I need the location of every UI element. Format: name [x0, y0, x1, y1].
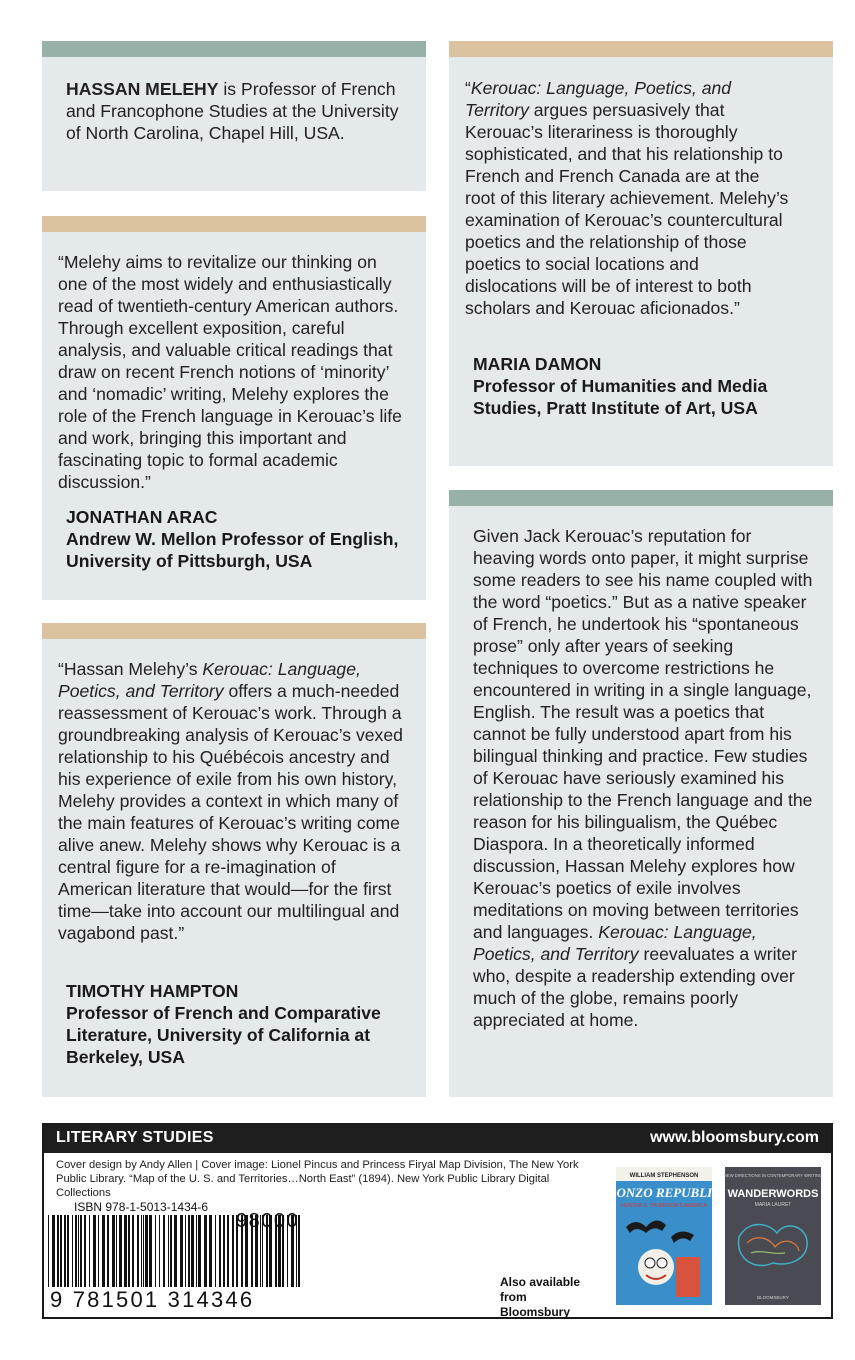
barcode-bar [80, 1215, 82, 1287]
barcode-bar [191, 1215, 194, 1287]
barcode-bar [196, 1215, 197, 1287]
barcode-bar [107, 1215, 109, 1287]
barcode-bar [112, 1215, 115, 1287]
description-end: reevaluates a writer who, despite a readership extending over much of the globe, remains poorly appreciated at home. [473, 944, 798, 1030]
barcode-number: 9 781501 314346 [50, 1287, 255, 1312]
barcode-bar [84, 1215, 86, 1287]
barcode-bar [48, 1215, 49, 1287]
reviewer-role: Professor of Humanities and Media Studies, Pratt Institute of Art, USA [473, 376, 768, 418]
barcode-bar [185, 1215, 186, 1287]
barcode-bar [232, 1215, 234, 1287]
teal-accent-bar [42, 41, 426, 57]
reviewer-name: JONATHAN ARAC [66, 507, 218, 527]
also-available-label: Also available from Bloomsbury [500, 1275, 581, 1319]
blurb-arac-panel [42, 216, 426, 600]
barcode-bar [149, 1215, 152, 1287]
book-title: Kerouac: Language, Poetics, and Territory [465, 78, 732, 120]
cover-credit: Cover design by Andy Allen | Cover image: Lionel Pincus and Princess Firyal Map Division, The New York Public Library. “Map of the U. S. and Territories…North East” (1894). New York Public Library Digital Collections [56, 1159, 579, 1199]
blurb-damon-text [465, 77, 791, 319]
tan-accent-bar [449, 41, 833, 57]
reviewer-name: TIMOTHY HAMPTON [66, 981, 239, 1001]
barcode-bar [170, 1215, 172, 1287]
book2-author: MARIA LAURET [754, 1202, 792, 1208]
book1-subtitle: HUNTER S. THOMPSON’S AMERICA [621, 1203, 707, 1209]
reviewer-role: Andrew W. Mellon Professor of English, University of Pittsburgh, USA [66, 529, 399, 571]
book-cover-gonzo-republic[interactable] [607, 1167, 721, 1305]
barcode-bar [64, 1215, 66, 1287]
barcode-bar [209, 1215, 212, 1287]
barcode-bar [119, 1215, 122, 1287]
barcode-bar [89, 1215, 90, 1287]
blurb-hampton-text [58, 658, 410, 944]
barcode-bar [143, 1215, 144, 1287]
author-bio-panel [42, 41, 426, 191]
author-bio-text [66, 78, 410, 144]
book1-title: GONZO REPUBLIC [607, 1185, 721, 1200]
barcode-bar [227, 1215, 229, 1287]
blurb-arac-attribution [66, 506, 416, 572]
blurb-hampton-panel [42, 623, 426, 1097]
barcode-bar [60, 1215, 62, 1287]
description-text [473, 525, 813, 1031]
barcode-bar [204, 1215, 207, 1287]
blurb-arac-text: “Melehy aims to revitalize our thinking on one of the most widely and enthusiastically read of twentieth-century American authors. Through excellent exposition, careful analysis, and valuable critical readings that draw on recent French notions of ‘minority’ and ‘nomadic’ writing, Melehy explores the role of the French language in Kerouac’s life and work, bringing this important and fascinating topic to formal academic discussion.” [58, 252, 402, 492]
barcode-bar [155, 1215, 156, 1287]
barcode-bar [180, 1215, 183, 1287]
barcode-bar [124, 1215, 127, 1287]
barcode-bar [188, 1215, 190, 1287]
barcode-bar [116, 1215, 117, 1287]
barcode-bar [75, 1215, 77, 1287]
price-code: 98000 [236, 1210, 300, 1232]
barcode-bar [159, 1215, 160, 1287]
category-label: LITERARY STUDIES [56, 1129, 214, 1146]
blurb-damon-attribution [473, 353, 823, 419]
back-cover-footer [42, 1123, 833, 1319]
reviewer-name: MARIA DAMON [473, 354, 602, 374]
barcode-bar [174, 1215, 177, 1287]
book2-publisher: BLOOMSBURY [757, 1295, 789, 1300]
barcode-bar [52, 1215, 55, 1287]
book-title: Kerouac: Language, Poetics, and Territory [58, 659, 361, 701]
barcode-bar [137, 1215, 139, 1287]
barcode-bar [98, 1215, 99, 1287]
book-title: Kerouac: Language, Poetics, and Territory [473, 922, 757, 964]
quote-body: argues persuasively that Kerouac’s literariness is thoroughly sophisticated, and that his relationship to French and French Canada are at the root of this literary achievement. Melehy’s examination of Kerouac’s countercultural poetics and the relationship of those poetics to social locations and dislocations will be of interest to both scholars and Kerouac aficionados.” [465, 100, 789, 318]
book2-series: NEW DIRECTIONS IN CONTEMPORARY WRITING [723, 1173, 823, 1178]
barcode-bar [141, 1215, 142, 1287]
quote-open: “ [465, 78, 471, 98]
barcode-bar [163, 1215, 165, 1287]
isbn-barcode [48, 1215, 230, 1287]
book2-title: WANDERWORDS [727, 1188, 819, 1200]
publisher-website-link[interactable]: www.bloomsbury.com [650, 1129, 819, 1146]
quote-open: “Hassan Melehy’s [58, 659, 203, 679]
barcode-bar [223, 1215, 225, 1287]
barcode-bar [67, 1215, 69, 1287]
description-panel [449, 490, 833, 1097]
barcode-bar [72, 1215, 73, 1287]
barcode-bar [93, 1215, 96, 1287]
barcode-bar [145, 1215, 148, 1287]
blurb-hampton-attribution [66, 980, 416, 1068]
barcode-bar [168, 1215, 169, 1287]
book1-author: WILLIAM STEPHENSON [629, 1173, 699, 1179]
tan-accent-bar [42, 623, 426, 639]
barcode-bar [215, 1215, 216, 1287]
book-cover-wanderwords[interactable] [725, 1167, 821, 1305]
teal-accent-bar [449, 490, 833, 506]
barcode-bar [102, 1215, 105, 1287]
reviewer-role: Professor of French and Comparative Literature, University of California at Berkeley, USA [66, 1003, 381, 1067]
tan-accent-bar [42, 216, 426, 232]
barcode-bar [57, 1215, 59, 1287]
barcode-bar [198, 1215, 201, 1287]
barcode-bar [128, 1215, 130, 1287]
barcode-bar [78, 1215, 79, 1287]
barcode-bar [219, 1215, 221, 1287]
author-bio-body: is Professor of French and Francophone Studies at the University of North Carolina, Chapel Hill, USA. [66, 79, 399, 143]
blurb-damon-panel [449, 41, 833, 466]
quote-body: offers a much-needed reassessment of Kerouac’s work. Through a groundbreaking analysis of Kerouac’s vexed relationship to his Québécois ancestry and his experience of exile from his own history, Melehy provides a context in which many of the main features of Kerouac’s writing come alive anew. Melehy shows why Kerouac is a central figure for a re-imagination of American literature that would—for the first time—take into account our multilingual and vagabond past.” [58, 681, 403, 943]
isbn-label: ISBN 978-1-5013-1434-6 [74, 1200, 209, 1214]
footer-band [44, 1125, 831, 1153]
barcode-bar [132, 1215, 134, 1287]
description-body: Given Jack Kerouac’s reputation for heaving words onto paper, it might surprise some readers to see his name coupled with the word “poetics.” But as a native speaker of French, he undertook his “spontaneous prose” only after years of seeking techniques to overcome restrictions he encountered in writing in a single language, English. The result was a poetics that cannot be fully understood apart from his bilingual thinking and practice. Few studies of Kerouac have seriously examined his relationship to the French language and the reason for his bilingualism, the Québec Diaspora. In a theoretically informed discussion, Hassan Melehy explores how Kerouac’s poetics of exile involves meditations on moving between territories and languages. [473, 526, 813, 942]
author-name: HASSAN MELEHY [66, 79, 219, 99]
